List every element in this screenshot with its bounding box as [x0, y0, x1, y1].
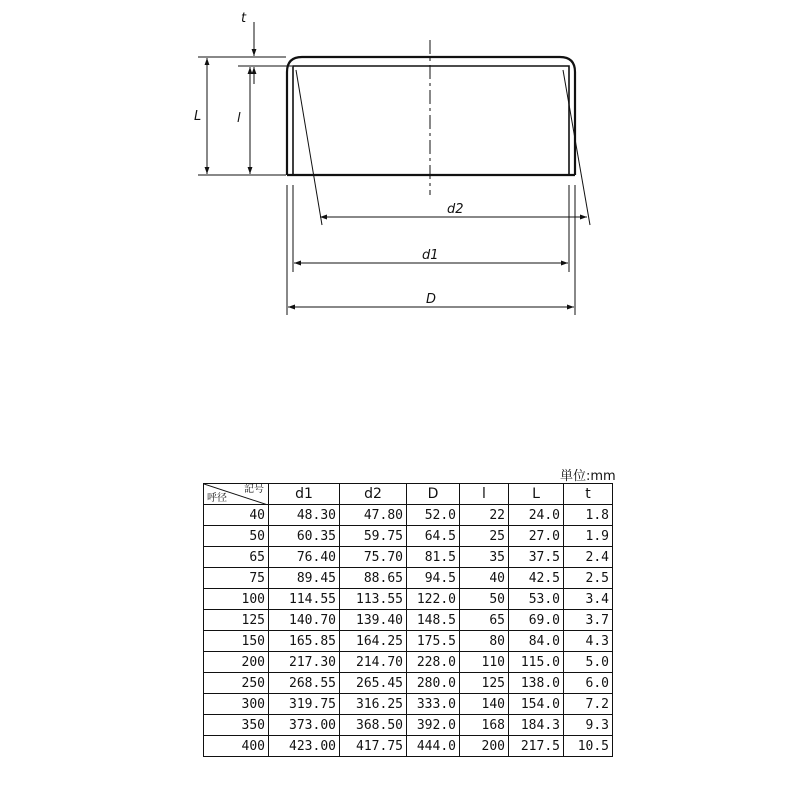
table-row: [204, 715, 613, 736]
table-cell: 80: [460, 631, 509, 652]
table-cell: 200: [460, 736, 509, 757]
table-cell: 110: [460, 652, 509, 673]
table-cell: 217.30: [269, 652, 340, 673]
taper-line-left: [296, 70, 322, 225]
table-cell: 47.80: [340, 505, 407, 526]
label-D: D: [426, 292, 437, 307]
table-cell: 27.0: [509, 526, 564, 547]
table-row: [204, 526, 613, 547]
nominal-size-cell: 75: [204, 568, 269, 589]
table-cell: 140: [460, 694, 509, 715]
table-cell: 64.5: [407, 526, 460, 547]
table-cell: 42.5: [509, 568, 564, 589]
table-cell: 89.45: [269, 568, 340, 589]
nominal-size-cell: 65: [204, 547, 269, 568]
table-row: [204, 547, 613, 568]
table-row: [204, 736, 613, 757]
table-cell: 5.0: [564, 652, 613, 673]
label-l: l: [237, 111, 241, 126]
table-cell: 3.4: [564, 589, 613, 610]
table-cell: 114.55: [269, 589, 340, 610]
table-cell: 81.5: [407, 547, 460, 568]
table-cell: 84.0: [509, 631, 564, 652]
table-cell: 113.55: [340, 589, 407, 610]
nominal-size-cell: 125: [204, 610, 269, 631]
table-cell: 24.0: [509, 505, 564, 526]
table-cell: 94.5: [407, 568, 460, 589]
nominal-size-cell: 50: [204, 526, 269, 547]
cap-outer-outline: [287, 57, 575, 175]
column-header-D: D: [407, 484, 460, 505]
column-header-L: L: [509, 484, 564, 505]
table-cell: 2.4: [564, 547, 613, 568]
label-t: t: [241, 11, 247, 26]
table-cell: 115.0: [509, 652, 564, 673]
table-row: [204, 589, 613, 610]
table-cell: 50: [460, 589, 509, 610]
table-cell: 122.0: [407, 589, 460, 610]
table-cell: 53.0: [509, 589, 564, 610]
taper-line-right: [563, 70, 590, 225]
table-corner-cell: [204, 484, 269, 505]
table-row: [204, 505, 613, 526]
table-cell: 60.35: [269, 526, 340, 547]
table-cell: 154.0: [509, 694, 564, 715]
table-cell: 392.0: [407, 715, 460, 736]
table-cell: 268.55: [269, 673, 340, 694]
nominal-size-cell: 400: [204, 736, 269, 757]
table-cell: 76.40: [269, 547, 340, 568]
column-header-d1: d1: [269, 484, 340, 505]
table-cell: 444.0: [407, 736, 460, 757]
table-cell: 6.0: [564, 673, 613, 694]
table-cell: 316.25: [340, 694, 407, 715]
table-cell: 138.0: [509, 673, 564, 694]
table-row: [204, 652, 613, 673]
table-cell: 52.0: [407, 505, 460, 526]
nominal-size-cell: 100: [204, 589, 269, 610]
table-body: [204, 505, 613, 757]
table-cell: 7.2: [564, 694, 613, 715]
column-header-t: t: [564, 484, 613, 505]
table-cell: 35: [460, 547, 509, 568]
column-header-d2: d2: [340, 484, 407, 505]
table-cell: 48.30: [269, 505, 340, 526]
nominal-size-cell: 150: [204, 631, 269, 652]
table-cell: 10.5: [564, 736, 613, 757]
table-cell: 148.5: [407, 610, 460, 631]
cap-inner-outline: [293, 66, 569, 175]
table-cell: 333.0: [407, 694, 460, 715]
corner-nominal-label: 呼径: [207, 493, 227, 504]
table-cell: 265.45: [340, 673, 407, 694]
table-cell: 4.3: [564, 631, 613, 652]
table-cell: 373.00: [269, 715, 340, 736]
table-row: [204, 568, 613, 589]
table-cell: 165.85: [269, 631, 340, 652]
column-header-l: l: [460, 484, 509, 505]
table-cell: 9.3: [564, 715, 613, 736]
table-cell: 139.40: [340, 610, 407, 631]
table-cell: 25: [460, 526, 509, 547]
table-cell: 214.70: [340, 652, 407, 673]
table-cell: 37.5: [509, 547, 564, 568]
table-cell: 417.75: [340, 736, 407, 757]
nominal-size-cell: 200: [204, 652, 269, 673]
table-cell: 2.5: [564, 568, 613, 589]
label-d1: d1: [422, 248, 439, 263]
unit-label: 単位:mm: [560, 469, 616, 484]
table-header-row: [204, 484, 613, 505]
table-cell: 217.5: [509, 736, 564, 757]
table-cell: 69.0: [509, 610, 564, 631]
table-cell: 184.3: [509, 715, 564, 736]
table-cell: 368.50: [340, 715, 407, 736]
table-cell: 125: [460, 673, 509, 694]
nominal-size-cell: 250: [204, 673, 269, 694]
nominal-size-cell: 350: [204, 715, 269, 736]
table-cell: 280.0: [407, 673, 460, 694]
table-cell: 1.9: [564, 526, 613, 547]
table-cell: 423.00: [269, 736, 340, 757]
table-cell: 65: [460, 610, 509, 631]
table-cell: 88.65: [340, 568, 407, 589]
table-cell: 168: [460, 715, 509, 736]
table-cell: 164.25: [340, 631, 407, 652]
table-cell: 3.7: [564, 610, 613, 631]
table-row: [204, 694, 613, 715]
table-cell: 175.5: [407, 631, 460, 652]
table-cell: 40: [460, 568, 509, 589]
table-cell: 319.75: [269, 694, 340, 715]
table-row: [204, 610, 613, 631]
table-cell: 75.70: [340, 547, 407, 568]
table-cell: 1.8: [564, 505, 613, 526]
label-L: L: [194, 109, 202, 124]
label-d2: d2: [447, 202, 464, 217]
table-cell: 59.75: [340, 526, 407, 547]
table-cell: 22: [460, 505, 509, 526]
table-row: [204, 631, 613, 652]
dimension-table: [203, 483, 613, 757]
nominal-size-cell: 300: [204, 694, 269, 715]
table-cell: 140.70: [269, 610, 340, 631]
table-row: [204, 673, 613, 694]
corner-symbol-label: 記号: [244, 484, 264, 495]
table-cell: 228.0: [407, 652, 460, 673]
nominal-size-cell: 40: [204, 505, 269, 526]
